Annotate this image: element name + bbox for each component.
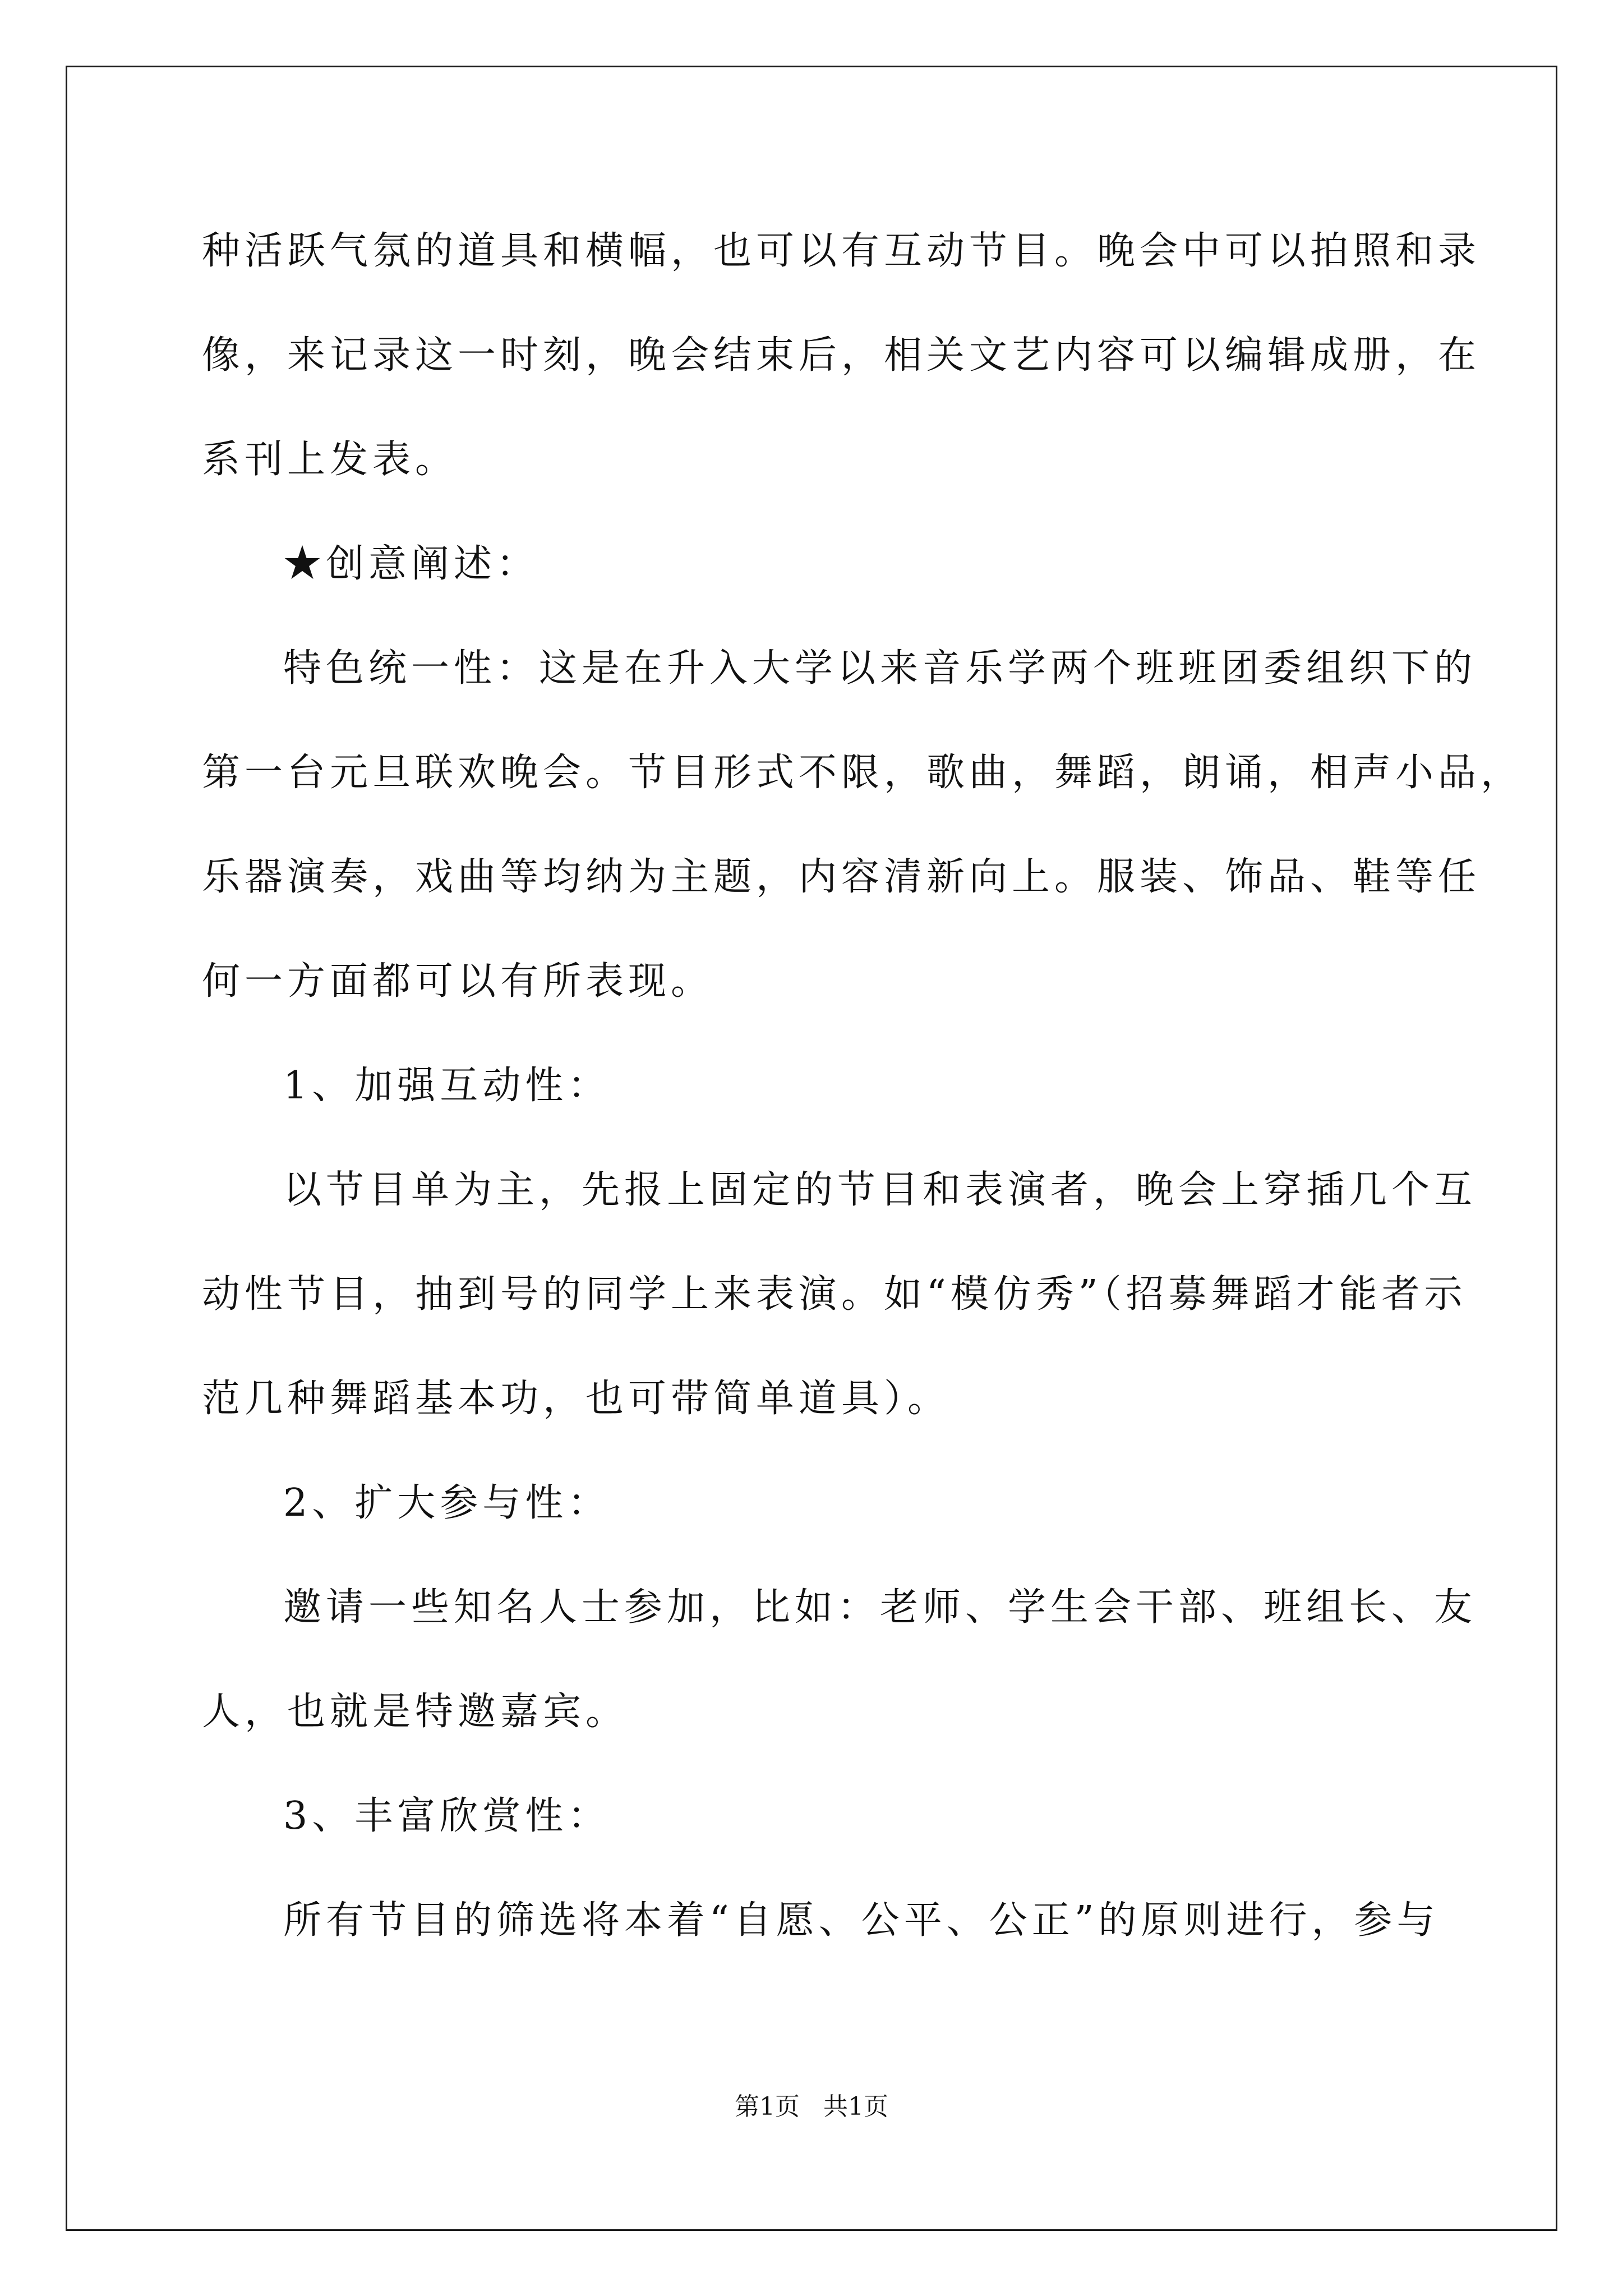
body-line-5: 特色统一性：这是在升入大学以来音乐学两个班班团委组织下的 xyxy=(283,646,1477,691)
section-heading-creative: ★创意阐述： xyxy=(283,542,540,586)
body-line-14: 邀请一些知名人士参加，比如：老师、学生会干部、班组长、友 xyxy=(283,1585,1477,1630)
body-line-10: 以节目单为主，先报上固定的节目和表演者，晚会上穿插几个互 xyxy=(283,1168,1477,1212)
body-line-6: 第一台元旦联欢晚会。节目形式不限，歌曲，舞蹈，朗诵，相声小品， xyxy=(202,751,1524,795)
page-footer: 第1页 共1页 xyxy=(735,2092,888,2121)
body-line-17: 所有节目的筛选将本着“自愿、公平、公正”的原则进行，参与 xyxy=(283,1898,1440,1943)
body-line-12: 范几种舞蹈基本功，也可带简单道具）。 xyxy=(202,1377,951,1421)
section-heading-interactivity: 1、加强互动性： xyxy=(283,1064,611,1108)
section-heading-participation: 2、扩大参与性： xyxy=(283,1481,611,1525)
body-line-8: 何一方面都可以有所表现。 xyxy=(202,959,714,1004)
body-line-7: 乐器演奏，戏曲等均纳为主题，内容清新向上。服装、饰品、鞋等任 xyxy=(202,855,1481,899)
body-line-3: 系刊上发表。 xyxy=(202,438,458,482)
body-line-15: 人，也就是特邀嘉宾。 xyxy=(202,1690,629,1734)
body-line-2: 像，来记录这一时刻，晚会结束后，相关文艺内容可以编辑成册，在 xyxy=(202,333,1481,378)
body-line-1: 种活跃气氛的道具和横幅，也可以有互动节目。晚会中可以拍照和录 xyxy=(202,229,1481,273)
body-line-11: 动性节目，抽到号的同学上来表演。如“模仿秀”（招募舞蹈才能者示 xyxy=(202,1272,1467,1317)
section-heading-appreciation: 3、丰富欣赏性： xyxy=(283,1794,611,1838)
